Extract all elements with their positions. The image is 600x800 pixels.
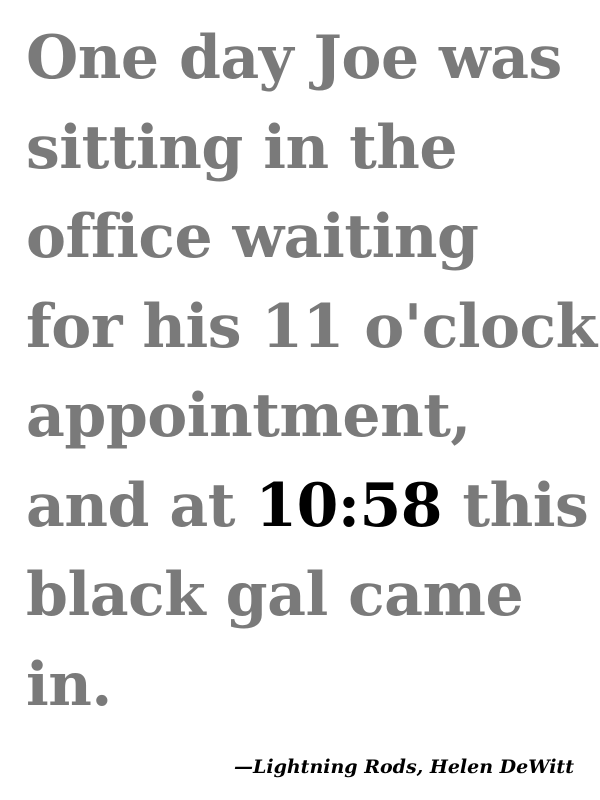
quote-line-6-suffix: this [462, 470, 589, 541]
quote-line-8: in. [26, 649, 112, 720]
quote-line-4: for his 11 o'clock [26, 291, 597, 362]
quote-line-1: One day Joe was [26, 23, 562, 93]
quote-line-7: black gal came [26, 560, 524, 630]
highlighted-time: 10:58 [255, 470, 442, 541]
quote-line-2: sitting in the [26, 112, 458, 183]
quote-text [26, 14, 597, 730]
quote-line-6 [26, 462, 589, 552]
attribution: —Lightning Rods, Helen DeWitt [234, 756, 574, 778]
quote-line-6-prefix: and at [26, 470, 256, 541]
quote-line-3: office waiting [26, 202, 479, 272]
quote-line-5: appointment, [26, 381, 471, 451]
